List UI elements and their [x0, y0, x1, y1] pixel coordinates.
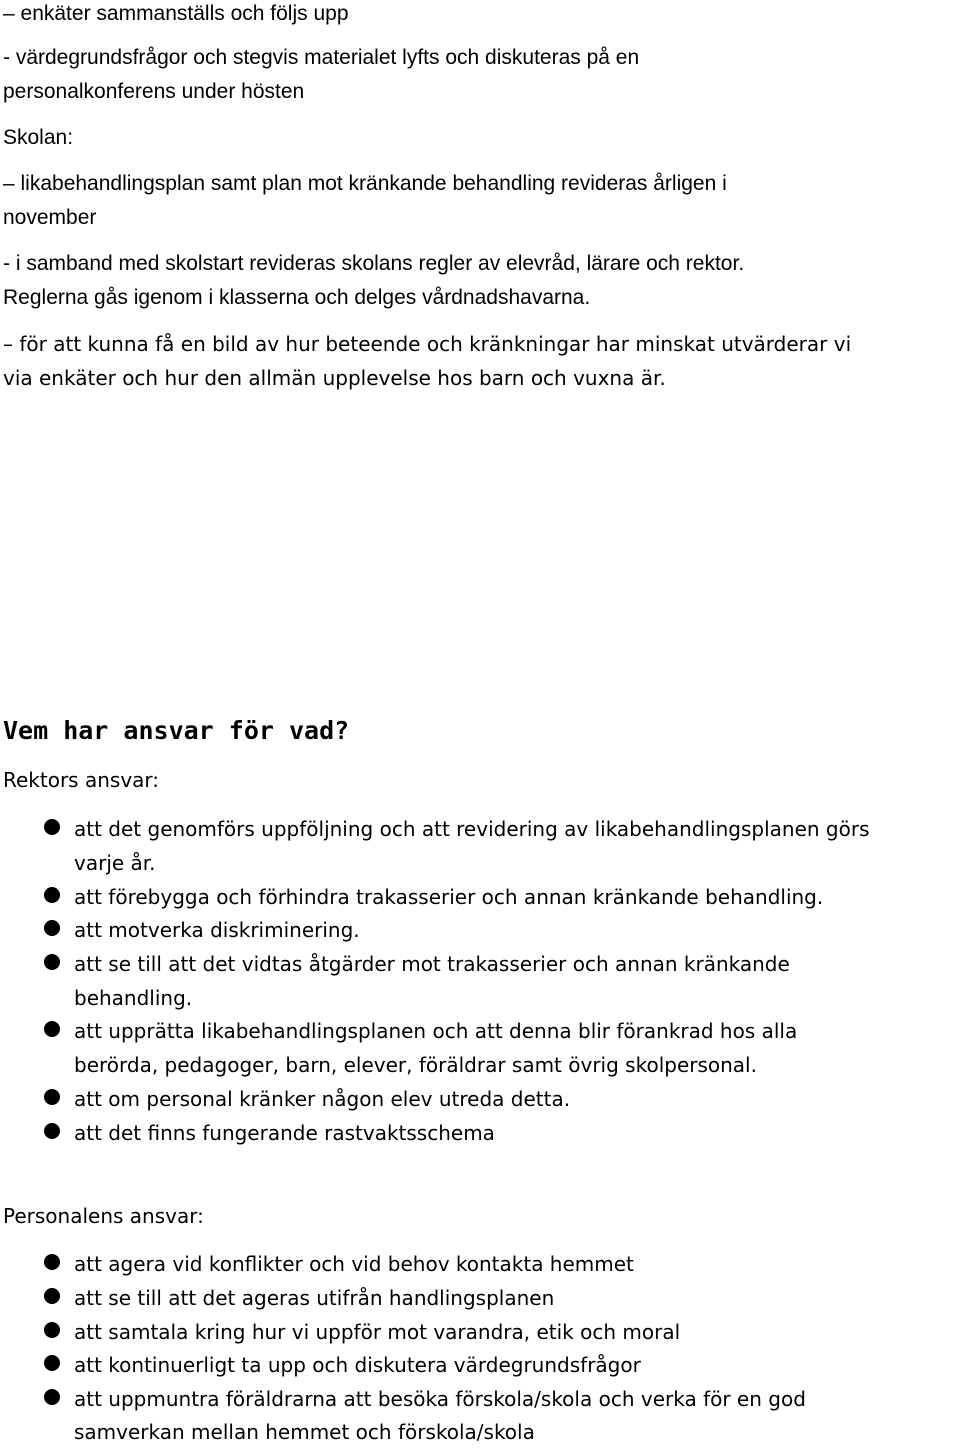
subheading-skolan: Skolan: [3, 126, 74, 149]
list-item-text: att kontinuerligt ta upp och diskutera värdegrundsfrågor [74, 1353, 641, 1377]
list-item-text: att det genomförs uppföljning och att revidering av likabehandlingsplanen görs [74, 817, 870, 841]
text-line-8: Reglerna gås igenom i klasserna och delges vårdnadshavarna. [3, 286, 591, 309]
bullet-icon [44, 1389, 60, 1405]
bullet-icon [44, 819, 60, 835]
list-item-text-cont: samverkan mellan hemmet och förskola/skola [74, 1420, 535, 1444]
bullet-icon [44, 920, 60, 936]
text-line-9: – för att kunna få en bild av hur beteende och kränkningar har minskat utvärderar vi [3, 332, 852, 356]
list-item-text: att se till att det ageras utifrån handlingsplanen [74, 1286, 555, 1310]
rektor-label: Rektors ansvar: [3, 768, 160, 792]
section-heading: Vem har ansvar för vad? [3, 716, 350, 745]
list-item-text-cont: behandling. [74, 986, 193, 1010]
list-item-text: att samtala kring hur vi uppför mot varandra, etik och moral [74, 1320, 681, 1344]
bullet-icon [44, 1288, 60, 1304]
text-line-5: – likabehandlingsplan samt plan mot kränkande behandling revideras årligen i [3, 172, 727, 195]
list-item-text-cont: berörda, pedagoger, barn, elever, föräldrar samt övrig skolpersonal. [74, 1053, 757, 1077]
text-line-3: personalkonferens under hösten [3, 80, 305, 103]
text-line-1: – enkäter sammanställs och följs upp [3, 2, 349, 25]
list-item-text: att om personal kränker någon elev utreda detta. [74, 1087, 571, 1111]
bullet-icon [44, 1254, 60, 1270]
list-item-text: att det finns fungerande rastvaktsschema [74, 1121, 495, 1145]
bullet-icon [44, 1123, 60, 1139]
bullet-icon [44, 954, 60, 970]
text-line-2: - värdegrundsfrågor och stegvis materialet lyfts och diskuteras på en [3, 46, 640, 69]
bullet-icon [44, 1089, 60, 1105]
text-line-7: - i samband med skolstart revideras skolans regler av elevråd, lärare och rektor. [3, 252, 745, 275]
list-item-text: att motverka diskriminering. [74, 918, 360, 942]
bullet-icon [44, 1322, 60, 1338]
list-item-text-cont: varje år. [74, 851, 156, 875]
list-item-text: att se till att det vidtas åtgärder mot trakasserier och annan kränkande [74, 952, 790, 976]
list-item-text: att uppmuntra föräldrarna att besöka förskola/skola och verka för en god [74, 1387, 806, 1411]
list-item-text: att upprätta likabehandlingsplanen och att denna blir förankrad hos alla [74, 1019, 798, 1043]
list-item-text: att agera vid konflikter och vid behov kontakta hemmet [74, 1252, 634, 1276]
bullet-icon [44, 887, 60, 903]
personal-label: Personalens ansvar: [3, 1204, 204, 1228]
text-line-10: via enkäter och hur den allmän upplevelse hos barn och vuxna är. [3, 366, 666, 390]
text-line-6: november [3, 206, 97, 229]
bullet-icon [44, 1021, 60, 1037]
list-item-text: att förebygga och förhindra trakasserier och annan kränkande behandling. [74, 885, 824, 909]
bullet-icon [44, 1355, 60, 1371]
